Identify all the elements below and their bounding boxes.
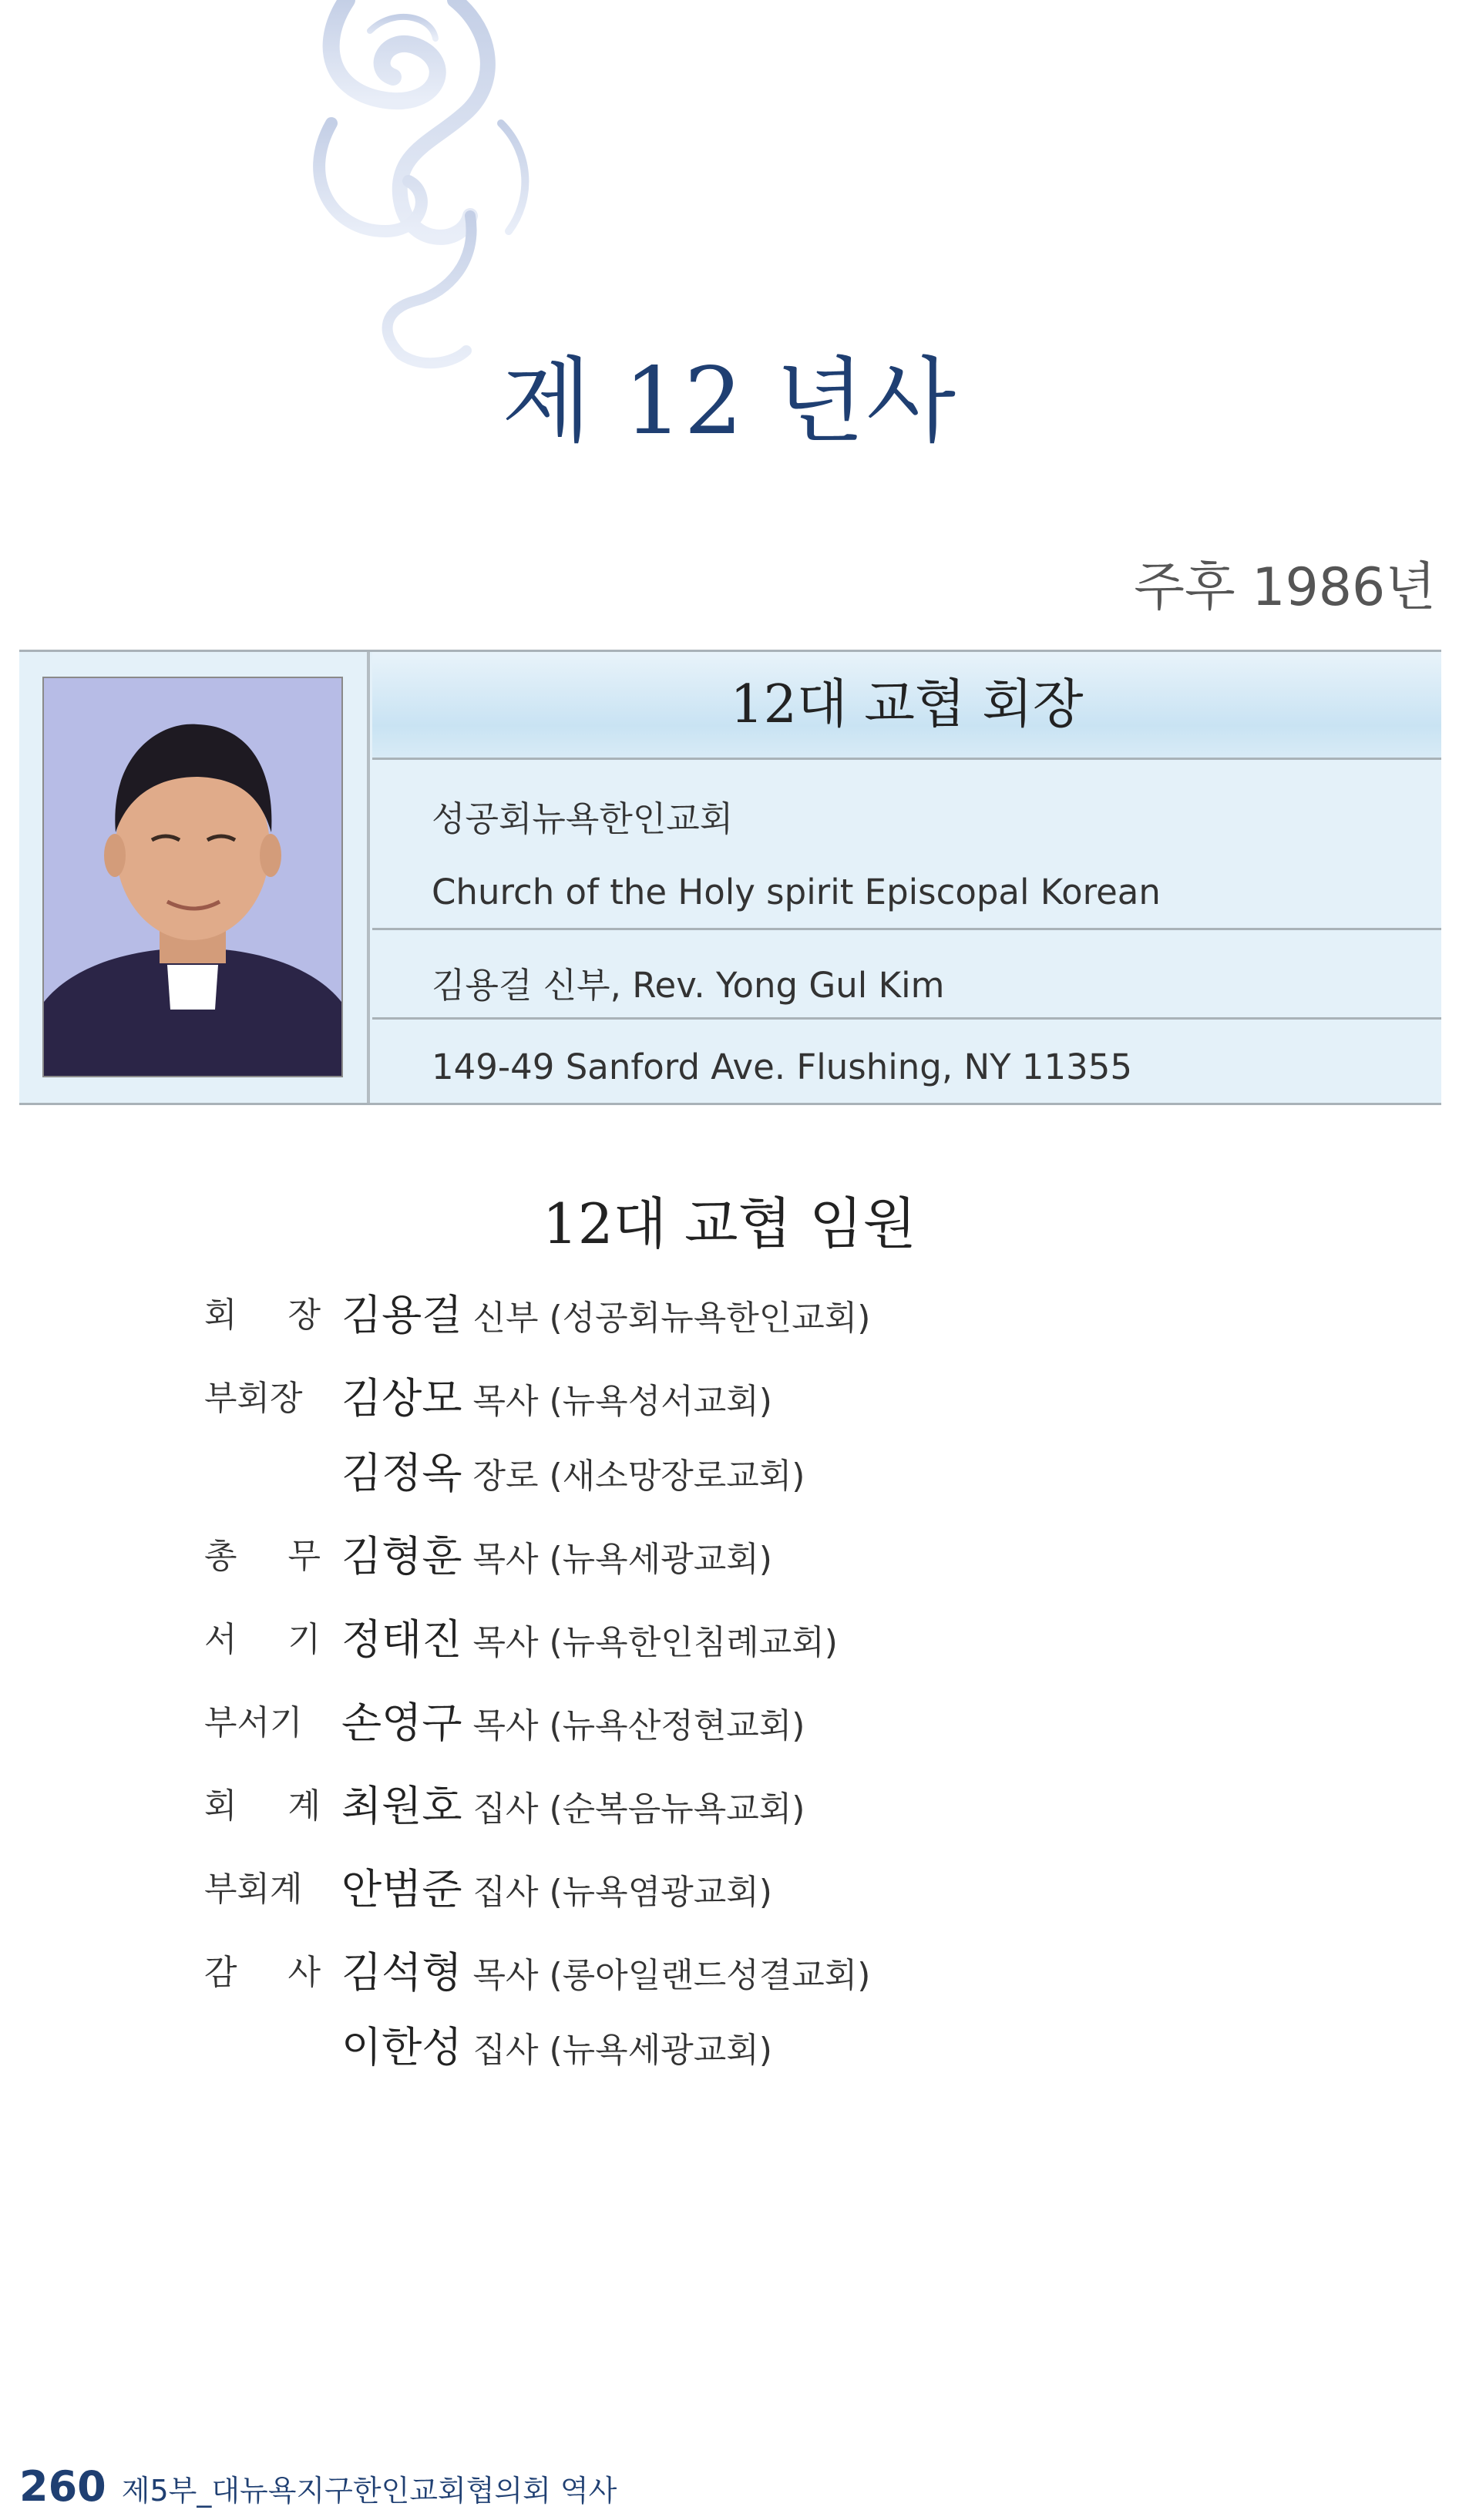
church-korean: 성공회뉴욕한인교회 xyxy=(432,798,734,839)
officer-title: 집사 xyxy=(472,2031,539,2070)
officer-church: (뉴욕염광교회) xyxy=(549,1873,772,1912)
officer-title: 목사 xyxy=(472,1382,539,1421)
officer-title: 목사 xyxy=(472,1956,539,1995)
officer-name: 최원호 xyxy=(341,1782,462,1830)
president-name: 김용걸 신부, Rev. Yong Gul Kim xyxy=(432,965,945,1006)
officer-title: 목사 xyxy=(472,1623,539,1662)
officer-title: 신부 xyxy=(472,1299,539,1338)
officer-church: (뉴욕산정현교회) xyxy=(549,1706,805,1746)
photo-cell xyxy=(19,652,370,1103)
officer-name: 손영구 xyxy=(341,1698,462,1747)
officer-title: 집사 xyxy=(472,1873,539,1912)
officer-title: 목사 xyxy=(472,1706,539,1746)
officer-church: (뉴욕세광교회) xyxy=(549,1540,772,1579)
chapter-title: 제 12 년사 xyxy=(502,348,957,455)
officer-church: (뉴욕성서교회) xyxy=(549,1382,772,1421)
officer-church: (뉴욕한인침례교회) xyxy=(549,1623,838,1662)
officer-role: 서 기 xyxy=(204,1620,341,1659)
officer-church: (성공회뉴욕한인교회) xyxy=(549,1299,871,1338)
row-divider xyxy=(372,1017,1441,1020)
officer-church: (롱아일랜드성결교회) xyxy=(549,1956,871,1995)
officer-name: 이한성 xyxy=(341,2023,462,2071)
officer-name: 김용걸 xyxy=(341,1291,462,1339)
president-box xyxy=(19,650,1441,1105)
officer-role: 감 사 xyxy=(204,1953,341,1992)
officer-church: (새소망장로교회) xyxy=(549,1457,805,1496)
officer-name: 김형훈 xyxy=(341,1532,462,1581)
officer-name: 김석형 xyxy=(341,1948,462,1997)
officer-name: 김상모 xyxy=(341,1374,462,1423)
officer-title: 장로 xyxy=(472,1457,539,1496)
row-divider xyxy=(372,928,1441,930)
officer-role: 부회장 xyxy=(204,1379,303,1418)
ornament-scroll xyxy=(301,0,555,370)
church-address: 149-49 Sanford Ave. Flushing, NY 11355 xyxy=(432,1047,1133,1087)
page-number: 260 xyxy=(19,2462,106,2511)
president-heading: 12대 교협 회장 xyxy=(372,652,1441,760)
officer-name: 안범준 xyxy=(341,1865,462,1914)
officer-role: 부회계 xyxy=(204,1870,303,1909)
officer-name: 정태진 xyxy=(341,1615,462,1664)
officer-role: 회 장 xyxy=(204,1295,341,1335)
church-english: Church of the Holy spirit Episcopal Korean xyxy=(432,872,1161,912)
officer-name: 김정옥 xyxy=(341,1449,462,1497)
officer-church: (뉴욕세광교회) xyxy=(549,2031,772,2070)
officer-role: 총 무 xyxy=(204,1537,341,1576)
president-photo xyxy=(42,677,343,1077)
officer-title: 목사 xyxy=(472,1540,539,1579)
officer-church: (순복음뉴욕교회) xyxy=(549,1789,805,1829)
page-footer xyxy=(19,2462,617,2511)
officer-title: 집사 xyxy=(472,1789,539,1829)
book-part-label: 제5부_대뉴욕지구한인교회협의회 역사 xyxy=(121,2474,617,2508)
officer-role: 부서기 xyxy=(204,1703,303,1742)
officer-role: 회 계 xyxy=(204,1786,341,1826)
year-label: 주후 1986년 xyxy=(1134,557,1436,618)
officers-title: 12대 교협 임원 xyxy=(542,1191,917,1256)
